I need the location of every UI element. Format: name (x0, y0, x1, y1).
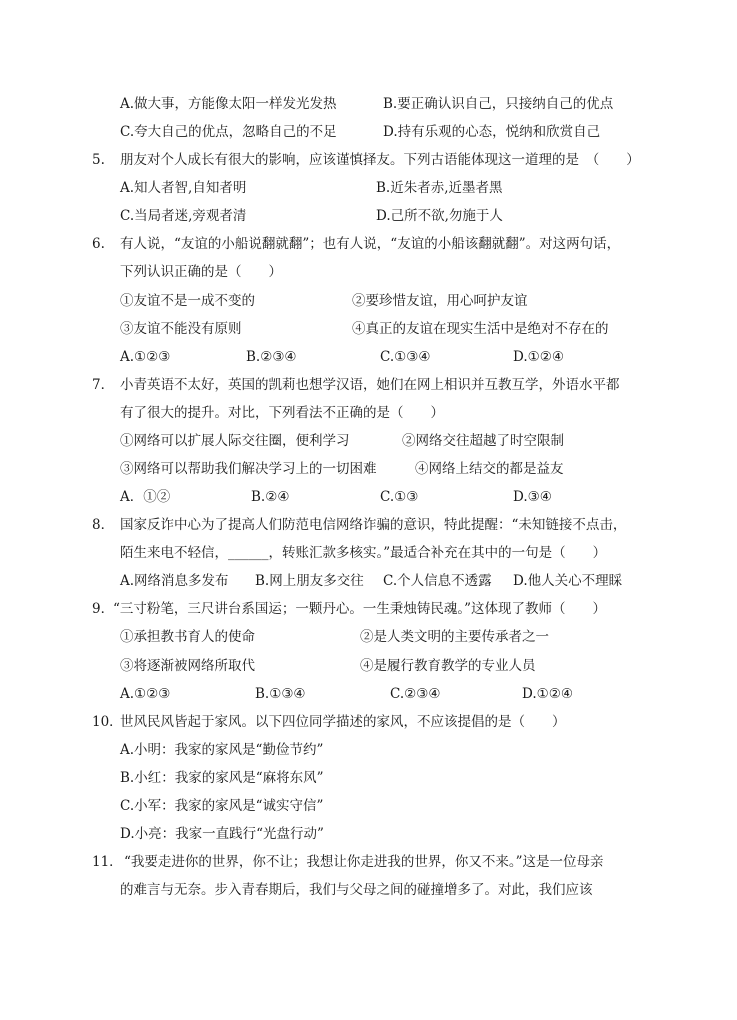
q5-number: 5. (92, 152, 105, 168)
q10-option-b: B.小红：我家的家风是“麻将东风” (120, 770, 324, 786)
q6-option-d: D.①②④ (513, 349, 564, 365)
q5-option-b: B.近朱者赤,近墨者黑 (376, 180, 503, 196)
q9-statement-3: ③将逐渐被网络所取代 (120, 658, 255, 674)
q7-stem-line2: 有了很大的提升。对比，下列看法不正确的是（ ） (120, 405, 444, 421)
q9-option-b: B.①③④ (255, 686, 306, 702)
q10-option-a: A.小明：我家的家风是“勤俭节约” (120, 742, 324, 758)
q7-statement-2: ②网络交往超越了时空限制 (402, 433, 564, 449)
q9-statement-1: ①承担教书育人的使命 (120, 629, 255, 645)
q8-number: 8． (92, 517, 115, 533)
q7-option-b: B.②④ (251, 489, 290, 505)
q10-option-d: D.小亮：我家一直践行“光盘行动” (120, 826, 324, 842)
q11-number: 11． (92, 854, 123, 870)
q6-statement-3: ③友谊不能没有原则 (120, 321, 242, 337)
q6-option-b: B.②③④ (246, 349, 297, 365)
q6-statement-2: ②要珍惜友谊，用心呵护友谊 (352, 293, 528, 309)
q6-statement-1: ①友谊不是一成不变的 (120, 293, 255, 309)
q7-statement-3: ③网络可以帮助我们解决学习上的一切困难 (120, 461, 377, 477)
q5-stem: 朋友对个人成长有很大的影响，应该谨慎择友。下列古语能体现这一道理的是 （ ） (120, 152, 640, 168)
q8-option-c: C.个人信息不透露 (383, 573, 492, 589)
q4-option-b: B.要正确认识自己，只接纳自己的优点 (383, 96, 614, 112)
q7-number: 7． (92, 377, 115, 393)
q11-stem-line2: 的难言与无奈。步入青春期后，我们与父母之间的碰撞增多了。对此，我们应该 (120, 882, 593, 898)
q10-number: 10． (92, 714, 123, 730)
q7-option-a: A．①② (120, 489, 171, 505)
q8-option-d: D.他人关心不理睬 (513, 573, 623, 589)
q4-option-a: A.做大事，方能像太阳一样发光发热 (120, 96, 337, 112)
q8-option-b: B.网上朋友多交往 (255, 573, 364, 589)
q6-stem-line1: 有人说，“友谊的小船说翻就翻”；也有人说，“友谊的小船该翻就翻”。对这两句话， (120, 236, 621, 252)
q8-option-a: A.网络消息多发布 (120, 573, 229, 589)
q11-stem-line1: “我要走进你的世界，你不让；我想让你走进我的世界，你又不来。”这是一位母亲 (124, 854, 604, 870)
q7-statement-4: ④网络上结交的都是益友 (415, 461, 564, 477)
q6-number: 6. (92, 236, 105, 252)
q7-option-d: D.③④ (513, 489, 552, 505)
q7-option-c: C.①③ (380, 489, 419, 505)
q9-option-d: D.①②④ (522, 686, 573, 702)
q9-option-a: A.①②③ (120, 686, 171, 702)
q9-statement-4: ④是履行教育教学的专业人员 (360, 658, 536, 674)
q8-stem-line2: 陌生来电不轻信，______，转账汇款多核实。”最适合补充在其中的一句是（ ） (120, 545, 607, 561)
q6-option-a: A.①②③ (120, 349, 171, 365)
q9-option-c: C.②③④ (390, 686, 441, 702)
q4-option-d: D.持有乐观的心态，悦纳和欣赏自己 (383, 124, 601, 140)
q4-option-c: C.夸大自己的优点，忽略自己的不足 (120, 124, 337, 140)
q6-stem-line2: 下列认识正确的是（ ） (120, 264, 282, 280)
q7-stem-line1: 小青英语不太好，英国的凯莉也想学汉语，她们在网上相识并互教互学，外语水平都 (120, 377, 620, 393)
q9-statement-2: ②是人类文明的主要传承者之一 (360, 629, 549, 645)
q5-option-a: A.知人者智,自知者明 (120, 180, 247, 196)
q10-stem: 世风民风皆起于家风。以下四位同学描述的家风，不应该提倡的是（ ） (120, 714, 566, 730)
q8-stem-line1: 国家反诈中心为了提高人们防范电信网络诈骗的意识，特此提醒：“未知链接不点击， (120, 517, 627, 533)
q6-statement-4: ④真正的友谊在现实生活中是绝对不存在的 (352, 321, 609, 337)
q9-number: 9． (92, 601, 115, 617)
q7-statement-1: ①网络可以扩展人际交往圈，便利学习 (120, 433, 350, 449)
q9-stem: “三寸粉笔，三尺讲台系国运；一颗丹心。一生秉烛铸民魂。”这体现了教师（ ） (113, 601, 607, 617)
q5-option-c: C.当局者迷,旁观者清 (120, 208, 247, 224)
q6-option-c: C.①③④ (380, 349, 431, 365)
q5-option-d: D.己所不欲,勿施于人 (376, 208, 503, 224)
q10-option-c: C.小军：我家的家风是“诚实守信” (120, 798, 324, 814)
